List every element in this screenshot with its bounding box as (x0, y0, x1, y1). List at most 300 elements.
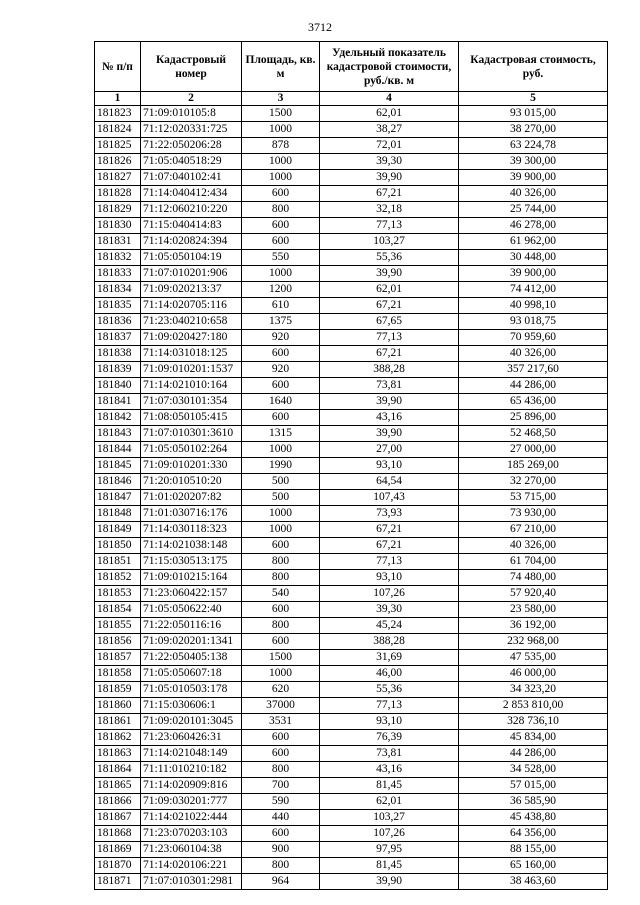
cadastral-number-cell: 71:14:020705:116 (141, 298, 242, 314)
table-row (95, 490, 608, 506)
cadastral-number-cell: 71:23:060422:157 (141, 586, 242, 602)
row-number-cell: 181847 (95, 490, 141, 506)
specific-value-cell: 388,28 (320, 634, 459, 650)
area-cell: 1200 (242, 282, 320, 298)
area-cell: 3531 (242, 714, 320, 730)
specific-value-cell: 27,00 (320, 442, 459, 458)
row-number-cell: 181857 (95, 650, 141, 666)
area-cell: 1500 (242, 650, 320, 666)
row-number-cell: 181866 (95, 794, 141, 810)
area-cell: 1375 (242, 314, 320, 330)
area-cell: 1000 (242, 442, 320, 458)
cadastral-cost-cell: 46 278,00 (459, 218, 608, 234)
table-row (95, 522, 608, 538)
specific-value-cell: 55,36 (320, 682, 459, 698)
specific-value-cell: 77,13 (320, 554, 459, 570)
cadastral-cost-cell: 328 736,10 (459, 714, 608, 730)
cadastral-cost-cell: 47 535,00 (459, 650, 608, 666)
table-row (95, 570, 608, 586)
specific-value-cell: 39,90 (320, 874, 459, 890)
cadastral-number-cell: 71:14:021022:444 (141, 810, 242, 826)
cadastral-number-cell: 71:09:010201:330 (141, 458, 242, 474)
cadastral-number-cell: 71:01:030716:176 (141, 506, 242, 522)
specific-value-cell: 107,43 (320, 490, 459, 506)
cadastral-cost-cell: 34 528,00 (459, 762, 608, 778)
table-row (95, 506, 608, 522)
cadastral-number-cell: 71:14:031018:125 (141, 346, 242, 362)
table-row (95, 106, 608, 122)
cadastral-cost-cell: 88 155,00 (459, 842, 608, 858)
cadastral-number-cell: 71:23:060426:31 (141, 730, 242, 746)
row-number-cell: 181852 (95, 570, 141, 586)
column-number-5: 5 (459, 92, 608, 106)
area-cell: 600 (242, 410, 320, 426)
cadastral-cost-cell: 39 300,00 (459, 154, 608, 170)
cadastral-cost-cell: 30 448,00 (459, 250, 608, 266)
cadastral-cost-cell: 74 480,00 (459, 570, 608, 586)
row-number-cell: 181864 (95, 762, 141, 778)
cadastral-number-cell: 71:09:030201:777 (141, 794, 242, 810)
row-number-cell: 181839 (95, 362, 141, 378)
specific-value-cell: 103,27 (320, 234, 459, 250)
table-row (95, 554, 608, 570)
table-row (95, 298, 608, 314)
row-number-cell: 181851 (95, 554, 141, 570)
row-number-cell: 181829 (95, 202, 141, 218)
cadastral-number-cell: 71:05:010503:178 (141, 682, 242, 698)
cadastral-number-cell: 71:08:050105:415 (141, 410, 242, 426)
area-cell: 540 (242, 586, 320, 602)
cadastral-cost-cell: 32 270,00 (459, 474, 608, 490)
area-cell: 900 (242, 842, 320, 858)
specific-value-cell: 73,81 (320, 378, 459, 394)
table-row (95, 314, 608, 330)
cadastral-number-cell: 71:12:020331:725 (141, 122, 242, 138)
cadastral-number-cell: 71:09:020427:180 (141, 330, 242, 346)
cadastral-number-cell: 71:22:050405:138 (141, 650, 242, 666)
area-cell: 1000 (242, 122, 320, 138)
table-row (95, 842, 608, 858)
row-number-cell: 181846 (95, 474, 141, 490)
row-number-cell: 181859 (95, 682, 141, 698)
row-number-cell: 181845 (95, 458, 141, 474)
area-cell: 600 (242, 634, 320, 650)
cadastral-value-table (94, 41, 608, 890)
area-cell: 800 (242, 554, 320, 570)
cadastral-number-cell: 71:01:020207:82 (141, 490, 242, 506)
cadastral-cost-cell: 46 000,00 (459, 666, 608, 682)
cadastral-number-cell: 71:14:020106:221 (141, 858, 242, 874)
cadastral-number-cell: 71:22:050116:16 (141, 618, 242, 634)
area-cell: 800 (242, 858, 320, 874)
table-row (95, 474, 608, 490)
table-row (95, 538, 608, 554)
cadastral-number-cell: 71:23:040210:658 (141, 314, 242, 330)
specific-value-cell: 93,10 (320, 714, 459, 730)
area-cell: 1000 (242, 170, 320, 186)
area-cell: 700 (242, 778, 320, 794)
area-cell: 600 (242, 218, 320, 234)
table-row (95, 746, 608, 762)
specific-value-cell: 62,01 (320, 794, 459, 810)
specific-value-cell: 62,01 (320, 282, 459, 298)
row-number-cell: 181831 (95, 234, 141, 250)
specific-value-cell: 93,10 (320, 458, 459, 474)
cadastral-cost-cell: 23 580,00 (459, 602, 608, 618)
row-number-cell: 181826 (95, 154, 141, 170)
row-number-cell: 181863 (95, 746, 141, 762)
row-number-cell: 181860 (95, 698, 141, 714)
cadastral-cost-cell: 65 436,00 (459, 394, 608, 410)
row-number-cell: 181853 (95, 586, 141, 602)
cadastral-number-cell: 71:14:021010:164 (141, 378, 242, 394)
row-number-cell: 181835 (95, 298, 141, 314)
specific-value-cell: 73,93 (320, 506, 459, 522)
cadastral-number-cell: 71:05:040518:29 (141, 154, 242, 170)
row-number-cell: 181856 (95, 634, 141, 650)
cadastral-cost-cell: 61 962,00 (459, 234, 608, 250)
cadastral-number-cell: 71:09:020201:1341 (141, 634, 242, 650)
table-row (95, 730, 608, 746)
cadastral-cost-cell: 39 900,00 (459, 170, 608, 186)
page-number: 3712 (308, 20, 332, 34)
area-cell: 878 (242, 138, 320, 154)
cadastral-number-cell: 71:14:030118:323 (141, 522, 242, 538)
area-cell: 920 (242, 362, 320, 378)
specific-value-cell: 39,90 (320, 426, 459, 442)
table-row (95, 282, 608, 298)
cadastral-number-cell: 71:14:020909:816 (141, 778, 242, 794)
table-row (95, 650, 608, 666)
cadastral-number-cell: 71:07:040102:41 (141, 170, 242, 186)
row-number-cell: 181824 (95, 122, 141, 138)
specific-value-cell: 388,28 (320, 362, 459, 378)
specific-value-cell: 93,10 (320, 570, 459, 586)
specific-value-cell: 103,27 (320, 810, 459, 826)
table-row (95, 698, 608, 714)
cadastral-cost-cell: 74 412,00 (459, 282, 608, 298)
table-row (95, 682, 608, 698)
table-row (95, 410, 608, 426)
cadastral-cost-cell: 61 704,00 (459, 554, 608, 570)
cadastral-cost-cell: 25 896,00 (459, 410, 608, 426)
table-row (95, 426, 608, 442)
cadastral-number-cell: 71:11:010210:182 (141, 762, 242, 778)
area-cell: 620 (242, 682, 320, 698)
cadastral-cost-cell: 40 326,00 (459, 346, 608, 362)
column-number-4: 4 (320, 92, 459, 106)
area-cell: 610 (242, 298, 320, 314)
cadastral-cost-cell: 25 744,00 (459, 202, 608, 218)
specific-value-cell: 107,26 (320, 826, 459, 842)
table-row (95, 330, 608, 346)
area-cell: 800 (242, 618, 320, 634)
cadastral-number-cell: 71:09:010105:8 (141, 106, 242, 122)
cadastral-cost-cell: 65 160,00 (459, 858, 608, 874)
specific-value-cell: 77,13 (320, 330, 459, 346)
table-body (95, 106, 608, 890)
column-number-1: 1 (95, 92, 141, 106)
specific-value-cell: 39,90 (320, 266, 459, 282)
row-number-cell: 181843 (95, 426, 141, 442)
row-number-cell: 181825 (95, 138, 141, 154)
table-row (95, 458, 608, 474)
cadastral-number-cell: 71:09:020101:3045 (141, 714, 242, 730)
specific-value-cell: 67,21 (320, 522, 459, 538)
header-cadastral-cost: Кадастровая стоимость, руб. (459, 42, 608, 92)
cadastral-cost-cell: 52 468,50 (459, 426, 608, 442)
area-cell: 500 (242, 474, 320, 490)
area-cell: 1000 (242, 154, 320, 170)
cadastral-number-cell: 71:09:020213:37 (141, 282, 242, 298)
specific-value-cell: 81,45 (320, 858, 459, 874)
table-row (95, 826, 608, 842)
cadastral-number-cell: 71:15:040414:83 (141, 218, 242, 234)
specific-value-cell: 39,30 (320, 154, 459, 170)
row-number-cell: 181827 (95, 170, 141, 186)
table-row (95, 122, 608, 138)
cadastral-cost-cell: 40 326,00 (459, 186, 608, 202)
area-cell: 1000 (242, 522, 320, 538)
row-number-cell: 181841 (95, 394, 141, 410)
area-cell: 800 (242, 202, 320, 218)
row-number-cell: 181828 (95, 186, 141, 202)
cadastral-cost-cell: 40 326,00 (459, 538, 608, 554)
cadastral-cost-cell: 57 015,00 (459, 778, 608, 794)
header-specific-value: Удельный показатель кадастровой стоимости, руб./кв. м (320, 42, 459, 92)
table-row (95, 874, 608, 890)
cadastral-cost-cell: 39 900,00 (459, 266, 608, 282)
cadastral-cost-cell: 44 286,00 (459, 378, 608, 394)
table-row (95, 778, 608, 794)
specific-value-cell: 107,26 (320, 586, 459, 602)
cadastral-number-cell: 71:05:050104:19 (141, 250, 242, 266)
area-cell: 600 (242, 730, 320, 746)
specific-value-cell: 67,21 (320, 538, 459, 554)
specific-value-cell: 46,00 (320, 666, 459, 682)
specific-value-cell: 43,16 (320, 410, 459, 426)
cadastral-cost-cell: 53 715,00 (459, 490, 608, 506)
specific-value-cell: 77,13 (320, 218, 459, 234)
cadastral-cost-cell: 232 968,00 (459, 634, 608, 650)
row-number-cell: 181840 (95, 378, 141, 394)
cadastral-number-cell: 71:07:010201:906 (141, 266, 242, 282)
area-cell: 600 (242, 826, 320, 842)
specific-value-cell: 67,21 (320, 186, 459, 202)
cadastral-number-cell: 71:15:030606:1 (141, 698, 242, 714)
row-number-cell: 181849 (95, 522, 141, 538)
row-number-cell: 181865 (95, 778, 141, 794)
cadastral-number-cell: 71:09:010215:164 (141, 570, 242, 586)
cadastral-cost-cell: 45 438,80 (459, 810, 608, 826)
table-row (95, 810, 608, 826)
cadastral-cost-cell: 63 224,78 (459, 138, 608, 154)
cadastral-cost-cell: 38 463,60 (459, 874, 608, 890)
cadastral-number-cell: 71:23:060104:38 (141, 842, 242, 858)
specific-value-cell: 45,24 (320, 618, 459, 634)
specific-value-cell: 73,81 (320, 746, 459, 762)
area-cell: 590 (242, 794, 320, 810)
area-cell: 1640 (242, 394, 320, 410)
cadastral-cost-cell: 2 853 810,00 (459, 698, 608, 714)
table-row (95, 618, 608, 634)
area-cell: 1500 (242, 106, 320, 122)
specific-value-cell: 77,13 (320, 698, 459, 714)
table-row (95, 666, 608, 682)
cadastral-number-cell: 71:09:010201:1537 (141, 362, 242, 378)
header-cadastral-number: Кадастровый номер (141, 42, 242, 92)
area-cell: 600 (242, 186, 320, 202)
table-row (95, 346, 608, 362)
cadastral-number-cell: 71:05:050607:18 (141, 666, 242, 682)
table-row (95, 794, 608, 810)
table-row (95, 362, 608, 378)
area-cell: 600 (242, 234, 320, 250)
row-number-cell: 181834 (95, 282, 141, 298)
cadastral-cost-cell: 357 217,60 (459, 362, 608, 378)
specific-value-cell: 97,95 (320, 842, 459, 858)
row-number-cell: 181832 (95, 250, 141, 266)
specific-value-cell: 39,30 (320, 602, 459, 618)
table-row (95, 858, 608, 874)
row-number-cell: 181871 (95, 874, 141, 890)
cadastral-cost-cell: 93 015,00 (459, 106, 608, 122)
specific-value-cell: 31,69 (320, 650, 459, 666)
cadastral-number-cell: 71:14:021048:149 (141, 746, 242, 762)
row-number-cell: 181837 (95, 330, 141, 346)
cadastral-number-cell: 71:12:060210:220 (141, 202, 242, 218)
header-area: Площадь, кв. м (242, 42, 320, 92)
specific-value-cell: 67,21 (320, 298, 459, 314)
area-cell: 37000 (242, 698, 320, 714)
area-cell: 440 (242, 810, 320, 826)
cadastral-number-cell: 71:22:050206:28 (141, 138, 242, 154)
row-number-cell: 181869 (95, 842, 141, 858)
row-number-cell: 181844 (95, 442, 141, 458)
row-number-cell: 181855 (95, 618, 141, 634)
cadastral-number-cell: 71:07:030101:354 (141, 394, 242, 410)
table-row (95, 378, 608, 394)
specific-value-cell: 39,90 (320, 394, 459, 410)
table-row (95, 714, 608, 730)
cadastral-cost-cell: 36 585,90 (459, 794, 608, 810)
row-number-cell: 181868 (95, 826, 141, 842)
cadastral-cost-cell: 57 920,40 (459, 586, 608, 602)
table-row (95, 202, 608, 218)
specific-value-cell: 32,18 (320, 202, 459, 218)
cadastral-cost-cell: 93 018,75 (459, 314, 608, 330)
cadastral-cost-cell: 40 998,10 (459, 298, 608, 314)
table-row (95, 266, 608, 282)
area-cell: 800 (242, 570, 320, 586)
column-number-2: 2 (141, 92, 242, 106)
area-cell: 800 (242, 762, 320, 778)
cadastral-cost-cell: 44 286,00 (459, 746, 608, 762)
area-cell: 600 (242, 746, 320, 762)
row-number-cell: 181838 (95, 346, 141, 362)
area-cell: 550 (242, 250, 320, 266)
cadastral-cost-cell: 34 323,20 (459, 682, 608, 698)
cadastral-number-cell: 71:20:010510:20 (141, 474, 242, 490)
cadastral-number-cell: 71:14:020824:394 (141, 234, 242, 250)
row-number-cell: 181848 (95, 506, 141, 522)
row-number-cell: 181870 (95, 858, 141, 874)
table-row (95, 602, 608, 618)
table-row (95, 170, 608, 186)
cadastral-number-cell: 71:07:010301:2981 (141, 874, 242, 890)
row-number-cell: 181833 (95, 266, 141, 282)
specific-value-cell: 67,21 (320, 346, 459, 362)
cadastral-number-cell: 71:23:070203:103 (141, 826, 242, 842)
specific-value-cell: 39,90 (320, 170, 459, 186)
header-row-number: № п/п (95, 42, 141, 92)
cadastral-cost-cell: 70 959,60 (459, 330, 608, 346)
specific-value-cell: 76,39 (320, 730, 459, 746)
row-number-cell: 181850 (95, 538, 141, 554)
cadastral-cost-cell: 45 834,00 (459, 730, 608, 746)
area-cell: 1000 (242, 506, 320, 522)
table-row (95, 442, 608, 458)
area-cell: 1990 (242, 458, 320, 474)
area-cell: 500 (242, 490, 320, 506)
area-cell: 600 (242, 346, 320, 362)
cadastral-cost-cell: 185 269,00 (459, 458, 608, 474)
table-row (95, 586, 608, 602)
table-row (95, 634, 608, 650)
cadastral-number-cell: 71:14:040412:434 (141, 186, 242, 202)
cadastral-number-cell: 71:07:010301:3610 (141, 426, 242, 442)
table-row (95, 762, 608, 778)
specific-value-cell: 62,01 (320, 106, 459, 122)
specific-value-cell: 72,01 (320, 138, 459, 154)
specific-value-cell: 64,54 (320, 474, 459, 490)
table-row (95, 234, 608, 250)
cadastral-number-cell: 71:14:021038:148 (141, 538, 242, 554)
specific-value-cell: 43,16 (320, 762, 459, 778)
cadastral-cost-cell: 27 000,00 (459, 442, 608, 458)
area-cell: 1000 (242, 666, 320, 682)
specific-value-cell: 81,45 (320, 778, 459, 794)
table-row (95, 154, 608, 170)
row-number-cell: 181861 (95, 714, 141, 730)
row-number-cell: 181867 (95, 810, 141, 826)
row-number-cell: 181823 (95, 106, 141, 122)
cadastral-cost-cell: 38 270,00 (459, 122, 608, 138)
column-number-3: 3 (242, 92, 320, 106)
table-row (95, 250, 608, 266)
table-header (95, 42, 608, 106)
row-number-cell: 181862 (95, 730, 141, 746)
area-cell: 1000 (242, 266, 320, 282)
row-number-cell: 181854 (95, 602, 141, 618)
cadastral-cost-cell: 64 356,00 (459, 826, 608, 842)
specific-value-cell: 38,27 (320, 122, 459, 138)
area-cell: 600 (242, 378, 320, 394)
row-number-cell: 181858 (95, 666, 141, 682)
area-cell: 920 (242, 330, 320, 346)
area-cell: 964 (242, 874, 320, 890)
cadastral-cost-cell: 67 210,00 (459, 522, 608, 538)
table-row (95, 218, 608, 234)
cadastral-number-cell: 71:05:050102:264 (141, 442, 242, 458)
area-cell: 1315 (242, 426, 320, 442)
row-number-cell: 181836 (95, 314, 141, 330)
cadastral-number-cell: 71:05:050622:40 (141, 602, 242, 618)
cadastral-number-cell: 71:15:030513:175 (141, 554, 242, 570)
row-number-cell: 181842 (95, 410, 141, 426)
row-number-cell: 181830 (95, 218, 141, 234)
cadastral-cost-cell: 73 930,00 (459, 506, 608, 522)
